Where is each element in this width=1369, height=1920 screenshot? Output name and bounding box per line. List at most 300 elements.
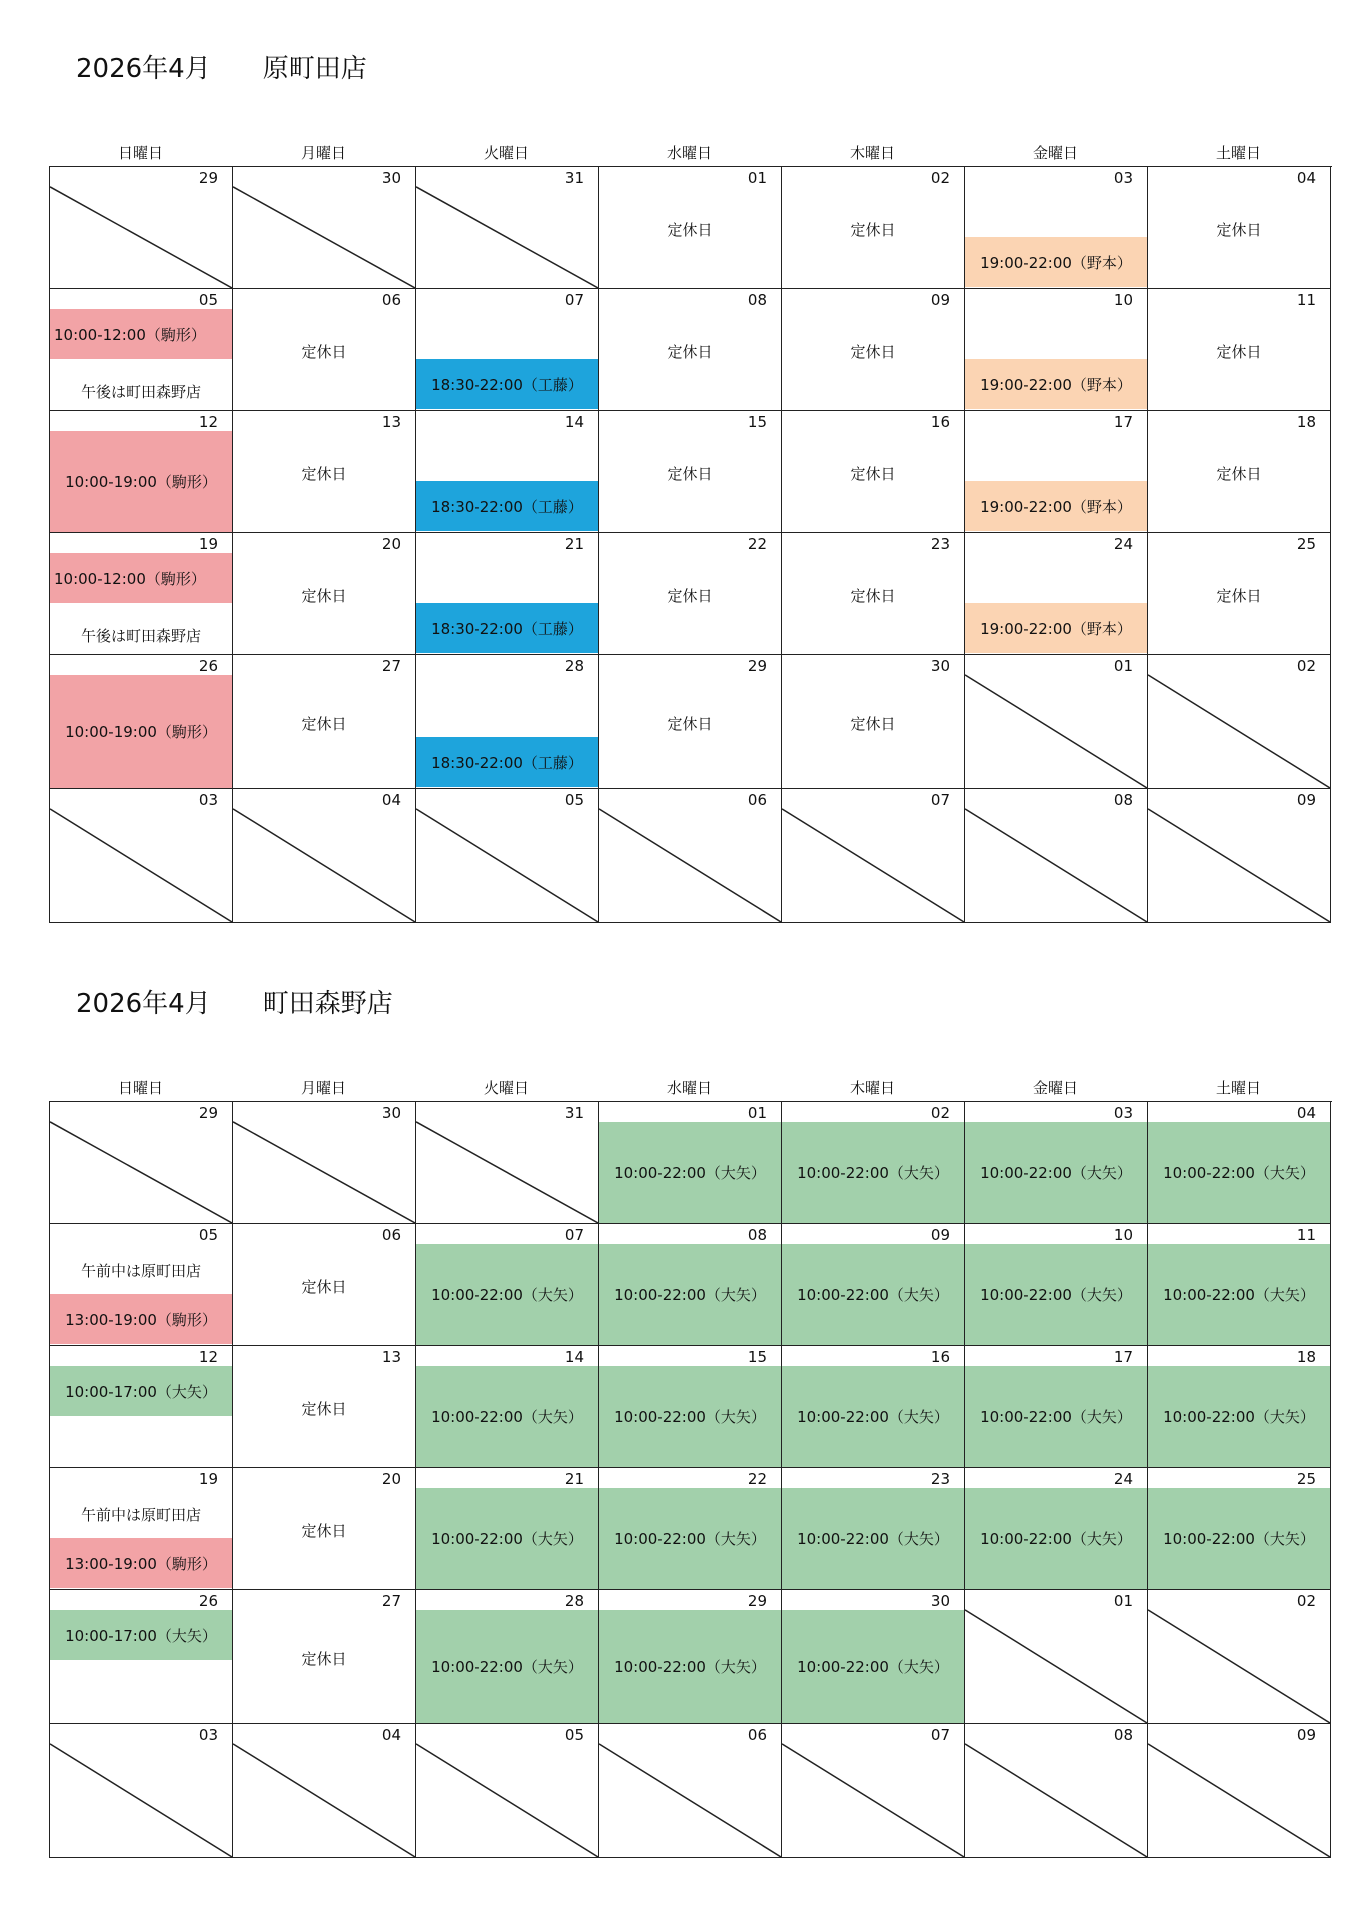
day-cell[interactable] [416, 1724, 599, 1858]
day-number: 30 [381, 1104, 401, 1122]
holiday-label: 定休日 [667, 221, 713, 239]
shift-band [965, 359, 1147, 409]
shift-band [50, 553, 232, 603]
day-number: 01 [747, 169, 767, 187]
shift-text: 19:00-22:00（野本） [980, 497, 1132, 516]
day-cell[interactable] [782, 1590, 965, 1724]
day-number: 29 [747, 657, 767, 675]
shift-text: 10:00-22:00（大矢） [614, 1408, 766, 1426]
day-number: 19 [198, 1470, 218, 1488]
shift-text: 13:00-19:00（駒形） [65, 1310, 217, 1329]
shift-band [599, 1488, 781, 1589]
day-cell[interactable] [782, 1468, 965, 1590]
shift-band [416, 737, 598, 787]
shift-text: 10:00-17:00（大矢） [65, 1626, 217, 1645]
day-cell[interactable] [965, 533, 1148, 655]
shift-text: 19:00-22:00（野本） [980, 619, 1132, 638]
day-number: 09 [1296, 791, 1316, 809]
day-number: 03 [1113, 1104, 1133, 1122]
day-cell[interactable] [50, 1224, 233, 1346]
day-number: 18 [1296, 1348, 1316, 1366]
day-cell[interactable] [1148, 1468, 1331, 1590]
day-number: 12 [198, 413, 218, 431]
day-cell[interactable] [599, 1224, 782, 1346]
day-cell[interactable] [965, 167, 1148, 289]
day-cell[interactable] [782, 411, 965, 533]
day-number: 08 [1113, 791, 1133, 809]
day-cell[interactable] [965, 655, 1148, 789]
calendar-grid [49, 166, 1332, 923]
day-number: 29 [198, 1104, 218, 1122]
day-cell[interactable] [782, 655, 965, 789]
day-number: 07 [564, 1226, 584, 1244]
shift-band [782, 1488, 964, 1589]
day-cell[interactable] [50, 1102, 233, 1224]
day-number: 25 [1296, 1470, 1316, 1488]
day-cell[interactable] [233, 1724, 416, 1858]
shift-text: 10:00-12:00（駒形） [54, 325, 206, 344]
day-cell[interactable] [416, 167, 599, 289]
shift-band [782, 1366, 964, 1467]
day-cell[interactable] [233, 1590, 416, 1724]
diagonal-line [50, 1744, 232, 1857]
day-cell[interactable] [416, 1224, 599, 1346]
day-number: 16 [930, 1348, 950, 1366]
day-cell[interactable] [599, 1724, 782, 1858]
diagonal-line [782, 809, 964, 922]
day-number: 17 [1113, 413, 1133, 431]
weekday-header: 金曜日 [1032, 1079, 1078, 1097]
day-number: 23 [930, 535, 950, 553]
day-cell[interactable] [782, 533, 965, 655]
day-number: 21 [564, 1470, 584, 1488]
shift-band [416, 1366, 598, 1467]
holiday-label: 定休日 [850, 465, 896, 483]
shift-text: 18:30-22:00（工藤） [431, 497, 583, 516]
shift-text: 10:00-17:00（大矢） [65, 1382, 217, 1401]
day-cell[interactable] [416, 1590, 599, 1724]
day-cell[interactable] [599, 411, 782, 533]
day-cell[interactable] [50, 533, 233, 655]
weekday-header: 水曜日 [666, 1079, 712, 1097]
shift-text: 10:00-22:00（大矢） [980, 1408, 1132, 1426]
shift-text: 10:00-12:00（駒形） [54, 569, 206, 588]
day-cell[interactable] [1148, 655, 1331, 789]
day-number: 03 [1113, 169, 1133, 187]
day-cell[interactable] [50, 789, 233, 923]
shift-text: 10:00-22:00（大矢） [1163, 1530, 1315, 1548]
weekday-header: 火曜日 [483, 144, 529, 162]
calendar-title-haramachida: 2026年4月 原町田店 [76, 54, 367, 84]
day-number: 26 [198, 1592, 218, 1610]
shift-text: 10:00-22:00（大矢） [980, 1164, 1132, 1182]
day-number: 29 [198, 169, 218, 187]
diagonal-line [416, 1744, 598, 1857]
shift-band [416, 1488, 598, 1589]
day-number: 28 [564, 657, 584, 675]
day-cell[interactable] [233, 167, 416, 289]
shift-band [965, 603, 1147, 653]
day-number: 04 [1296, 169, 1316, 187]
day-number: 02 [1296, 657, 1316, 675]
shift-text: 10:00-22:00（大矢） [797, 1164, 949, 1182]
weekday-header: 日曜日 [117, 144, 163, 162]
weekday-header: 月曜日 [300, 144, 346, 162]
day-number: 01 [747, 1104, 767, 1122]
day-number: 25 [1296, 535, 1316, 553]
shift-text: 10:00-22:00（大矢） [980, 1530, 1132, 1548]
shift-band [50, 675, 232, 788]
day-number: 11 [1296, 291, 1316, 309]
day-number: 15 [747, 1348, 767, 1366]
diagonal-line [1148, 1744, 1330, 1857]
day-cell[interactable] [599, 1590, 782, 1724]
day-number: 28 [564, 1592, 584, 1610]
day-number: 07 [930, 791, 950, 809]
day-cell[interactable] [965, 1468, 1148, 1590]
day-number: 06 [381, 291, 401, 309]
diagonal-line [233, 187, 415, 288]
diagonal-line [965, 1744, 1147, 1857]
day-number: 24 [1113, 1470, 1133, 1488]
day-number: 05 [564, 791, 584, 809]
shift-band [599, 1122, 781, 1223]
day-cell[interactable] [782, 789, 965, 923]
day-cell[interactable] [599, 289, 782, 411]
calendar-grid [49, 1101, 1332, 1858]
day-number: 03 [198, 791, 218, 809]
day-number: 24 [1113, 535, 1133, 553]
day-number: 08 [747, 1226, 767, 1244]
weekday-header: 土曜日 [1215, 144, 1261, 162]
shift-band [965, 237, 1147, 287]
holiday-label: 定休日 [850, 715, 896, 733]
weekday-header: 月曜日 [300, 1079, 346, 1097]
holiday-label: 定休日 [667, 715, 713, 733]
day-number: 20 [381, 1470, 401, 1488]
day-number: 12 [198, 1348, 218, 1366]
shift-text: 10:00-19:00（駒形） [65, 473, 217, 491]
day-number: 10 [1113, 1226, 1133, 1244]
day-cell[interactable] [50, 411, 233, 533]
day-cell[interactable] [599, 1346, 782, 1468]
shift-band [965, 481, 1147, 531]
diagonal-line [965, 809, 1147, 922]
day-number: 15 [747, 413, 767, 431]
shift-text: 10:00-22:00（大矢） [1163, 1408, 1315, 1426]
day-number: 14 [564, 1348, 584, 1366]
day-cell[interactable] [1148, 1224, 1331, 1346]
holiday-label: 定休日 [667, 343, 713, 361]
holiday-label: 定休日 [667, 465, 713, 483]
day-number: 09 [1296, 1726, 1316, 1744]
holiday-label: 定休日 [301, 1278, 347, 1296]
day-cell[interactable] [1148, 167, 1331, 289]
shift-band [965, 1122, 1147, 1223]
shift-text: 18:30-22:00（工藤） [431, 753, 583, 772]
shift-band [782, 1244, 964, 1345]
shift-text: 10:00-22:00（大矢） [431, 1530, 583, 1548]
holiday-label: 定休日 [1216, 587, 1262, 605]
day-number: 22 [747, 1470, 767, 1488]
day-number: 26 [198, 657, 218, 675]
day-cell[interactable] [233, 289, 416, 411]
day-cell[interactable] [233, 411, 416, 533]
day-number: 30 [381, 169, 401, 187]
day-cell[interactable] [965, 1102, 1148, 1224]
day-cell[interactable] [416, 789, 599, 923]
day-cell[interactable] [965, 789, 1148, 923]
shift-text: 18:30-22:00（工藤） [431, 619, 583, 638]
day-cell[interactable] [965, 411, 1148, 533]
shift-note: 午後は町田森野店 [80, 627, 201, 645]
day-cell[interactable] [416, 1102, 599, 1224]
day-cell[interactable] [965, 289, 1148, 411]
shift-note: 午前中は原町田店 [80, 1506, 201, 1524]
diagonal-line [416, 1122, 598, 1223]
diagonal-line [965, 675, 1147, 788]
shift-text: 10:00-22:00（大矢） [614, 1530, 766, 1548]
day-cell[interactable] [50, 655, 233, 789]
day-number: 07 [930, 1726, 950, 1744]
day-cell[interactable] [1148, 289, 1331, 411]
diagonal-line [1148, 1610, 1330, 1723]
day-number: 04 [381, 1726, 401, 1744]
day-number: 09 [930, 1226, 950, 1244]
shift-text: 10:00-22:00（大矢） [797, 1408, 949, 1426]
holiday-label: 定休日 [1216, 343, 1262, 361]
shift-band [782, 1610, 964, 1723]
day-cell[interactable] [599, 655, 782, 789]
day-number: 18 [1296, 413, 1316, 431]
shift-band [1148, 1366, 1330, 1467]
day-cell[interactable] [233, 655, 416, 789]
day-cell[interactable] [233, 789, 416, 923]
weekday-header: 金曜日 [1032, 144, 1078, 162]
shift-text: 19:00-22:00（野本） [980, 253, 1132, 272]
shift-band [599, 1244, 781, 1345]
diagonal-line [416, 187, 598, 288]
day-number: 05 [198, 291, 218, 309]
holiday-label: 定休日 [667, 587, 713, 605]
day-number: 07 [564, 291, 584, 309]
shift-band [50, 1366, 232, 1416]
day-number: 04 [1296, 1104, 1316, 1122]
day-cell[interactable] [233, 1102, 416, 1224]
diagonal-line [50, 1122, 232, 1223]
day-cell[interactable] [599, 1468, 782, 1590]
day-cell[interactable] [782, 167, 965, 289]
shift-band [416, 481, 598, 531]
day-cell[interactable] [965, 1590, 1148, 1724]
day-number: 06 [747, 1726, 767, 1744]
shift-text: 10:00-19:00（駒形） [65, 723, 217, 741]
holiday-label: 定休日 [301, 1522, 347, 1540]
day-number: 31 [564, 169, 584, 187]
day-number: 08 [1113, 1726, 1133, 1744]
day-cell[interactable] [782, 1724, 965, 1858]
shift-band [965, 1366, 1147, 1467]
holiday-label: 定休日 [301, 715, 347, 733]
shift-note: 午前中は原町田店 [80, 1262, 201, 1280]
shift-band [416, 359, 598, 409]
day-cell[interactable] [782, 1224, 965, 1346]
shift-band [1148, 1488, 1330, 1589]
day-number: 31 [564, 1104, 584, 1122]
day-number: 27 [381, 1592, 401, 1610]
holiday-label: 定休日 [1216, 465, 1262, 483]
day-number: 22 [747, 535, 767, 553]
day-cell[interactable] [1148, 1590, 1331, 1724]
diagonal-line [1148, 675, 1330, 788]
day-cell[interactable] [599, 533, 782, 655]
day-number: 23 [930, 1470, 950, 1488]
day-cell[interactable] [782, 289, 965, 411]
shift-band [416, 1610, 598, 1723]
holiday-label: 定休日 [1216, 221, 1262, 239]
day-cell[interactable] [50, 1468, 233, 1590]
day-number: 19 [198, 535, 218, 553]
diagonal-line [965, 1610, 1147, 1723]
day-number: 02 [1296, 1592, 1316, 1610]
holiday-label: 定休日 [301, 465, 347, 483]
day-cell[interactable] [416, 1346, 599, 1468]
day-cell[interactable] [233, 1346, 416, 1468]
day-cell[interactable] [782, 1346, 965, 1468]
day-number: 01 [1113, 657, 1133, 675]
holiday-label: 定休日 [850, 343, 896, 361]
shift-text: 10:00-22:00（大矢） [797, 1530, 949, 1548]
day-cell[interactable] [1148, 1102, 1331, 1224]
holiday-label: 定休日 [301, 1400, 347, 1418]
diagonal-line [416, 809, 598, 922]
day-number: 05 [564, 1726, 584, 1744]
day-cell[interactable] [50, 1590, 233, 1724]
day-cell[interactable] [416, 655, 599, 789]
day-cell[interactable] [599, 1102, 782, 1224]
day-number: 06 [381, 1226, 401, 1244]
day-cell[interactable] [599, 789, 782, 923]
weekday-header: 土曜日 [1215, 1079, 1261, 1097]
calendar-title-machida-morino: 2026年4月 町田森野店 [76, 989, 393, 1019]
shift-band [965, 1488, 1147, 1589]
day-number: 27 [381, 657, 401, 675]
day-number: 30 [930, 1592, 950, 1610]
shift-text: 10:00-22:00（大矢） [431, 1408, 583, 1426]
shift-band [599, 1366, 781, 1467]
day-cell[interactable] [599, 167, 782, 289]
day-number: 02 [930, 1104, 950, 1122]
day-cell[interactable] [50, 167, 233, 289]
shift-text: 10:00-22:00（大矢） [797, 1286, 949, 1304]
weekday-header: 木曜日 [849, 144, 895, 162]
shift-band [599, 1610, 781, 1723]
day-number: 01 [1113, 1592, 1133, 1610]
day-cell[interactable] [416, 289, 599, 411]
diagonal-line [599, 809, 781, 922]
shift-text: 10:00-22:00（大矢） [614, 1164, 766, 1182]
holiday-label: 定休日 [301, 1650, 347, 1668]
day-number: 11 [1296, 1226, 1316, 1244]
day-cell[interactable] [965, 1224, 1148, 1346]
shift-text: 10:00-22:00（大矢） [1163, 1164, 1315, 1182]
shift-band [782, 1122, 964, 1223]
diagonal-line [50, 809, 232, 922]
shift-band [1148, 1244, 1330, 1345]
day-cell[interactable] [50, 1724, 233, 1858]
shift-text: 10:00-22:00（大矢） [980, 1286, 1132, 1304]
day-number: 05 [198, 1226, 218, 1244]
diagonal-line [50, 187, 232, 288]
day-number: 30 [930, 657, 950, 675]
day-number: 04 [381, 791, 401, 809]
day-cell[interactable] [416, 411, 599, 533]
shift-text: 10:00-22:00（大矢） [431, 1658, 583, 1676]
day-number: 14 [564, 413, 584, 431]
day-number: 09 [930, 291, 950, 309]
holiday-label: 定休日 [850, 587, 896, 605]
day-cell[interactable] [416, 533, 599, 655]
weekday-header: 木曜日 [849, 1079, 895, 1097]
shift-band [50, 309, 232, 359]
day-cell[interactable] [1148, 1346, 1331, 1468]
shift-text: 10:00-22:00（大矢） [1163, 1286, 1315, 1304]
diagonal-line [233, 809, 415, 922]
weekday-header: 火曜日 [483, 1079, 529, 1097]
day-number: 21 [564, 535, 584, 553]
diagonal-line [233, 1744, 415, 1857]
shift-text: 13:00-19:00（駒形） [65, 1554, 217, 1573]
shift-text: 19:00-22:00（野本） [980, 375, 1132, 394]
shift-band [50, 431, 232, 532]
day-cell[interactable] [1148, 533, 1331, 655]
day-cell[interactable] [965, 1346, 1148, 1468]
day-number: 10 [1113, 291, 1133, 309]
shift-band [416, 1244, 598, 1345]
day-number: 08 [747, 291, 767, 309]
weekday-header: 日曜日 [117, 1079, 163, 1097]
day-cell[interactable] [50, 1346, 233, 1468]
weekday-header: 水曜日 [666, 144, 712, 162]
shift-band [50, 1294, 232, 1344]
diagonal-line [233, 1122, 415, 1223]
day-cell[interactable] [1148, 411, 1331, 533]
day-cell[interactable] [782, 1102, 965, 1224]
day-cell[interactable] [1148, 789, 1331, 923]
day-number: 20 [381, 535, 401, 553]
holiday-label: 定休日 [301, 343, 347, 361]
day-number: 06 [747, 791, 767, 809]
shift-text: 18:30-22:00（工藤） [431, 375, 583, 394]
day-cell[interactable] [233, 533, 416, 655]
day-cell[interactable] [965, 1724, 1148, 1858]
shift-band [965, 1244, 1147, 1345]
holiday-label: 定休日 [301, 587, 347, 605]
day-cell[interactable] [233, 1224, 416, 1346]
day-number: 16 [930, 413, 950, 431]
shift-text: 10:00-22:00（大矢） [797, 1658, 949, 1676]
shift-band [416, 603, 598, 653]
day-number: 17 [1113, 1348, 1133, 1366]
day-cell[interactable] [50, 289, 233, 411]
shift-text: 10:00-22:00（大矢） [614, 1658, 766, 1676]
day-cell[interactable] [416, 1468, 599, 1590]
day-cell[interactable] [233, 1468, 416, 1590]
day-cell[interactable] [1148, 1724, 1331, 1858]
diagonal-line [782, 1744, 964, 1857]
day-number: 29 [747, 1592, 767, 1610]
shift-text: 10:00-22:00（大矢） [614, 1286, 766, 1304]
